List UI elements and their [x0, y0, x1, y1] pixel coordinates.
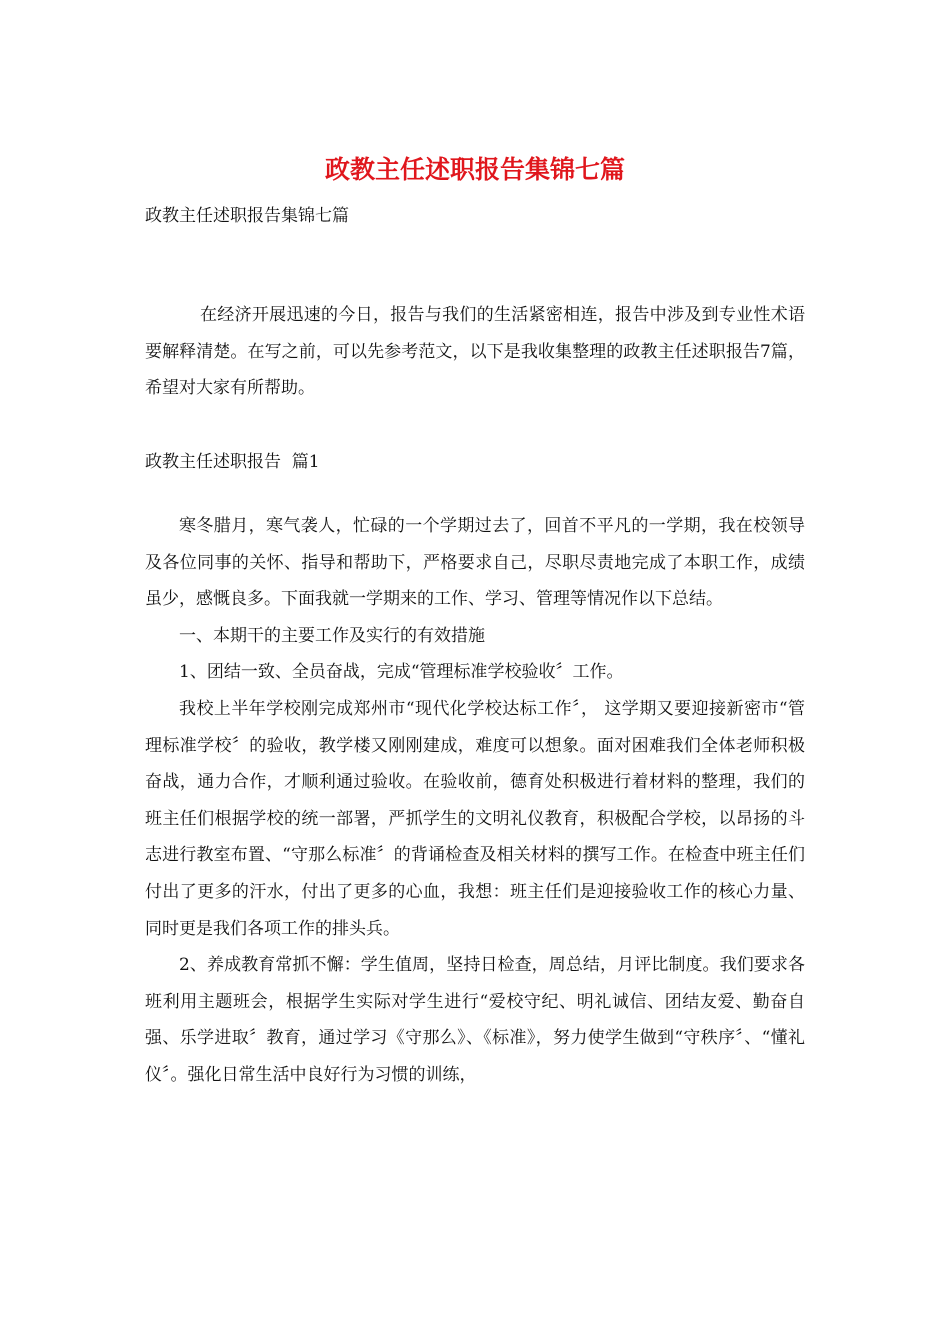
body-paragraph: 1、团结一致、全员奋战，完成“管理标准学校验收〞工作。: [179, 662, 624, 683]
document-title: 政教主任述职报告集锦七篇: [324, 155, 625, 184]
body-paragraph: 2、养成教育常抓不懈：学生值周，坚持日检查，周总结，月评比制度。我们要求各班利用主题班会，根据学生实际对学生进行“爱校守纪、明礼诚信、团结友爱、勤奋自强、乐学进取〞教育，通过学习《守那么》、《标准》，努力使学生做到“守秩序〞、“懂礼仪〞。强化日常生活中良好行为习惯的训练，: [145, 955, 805, 1085]
section-content: [145, 508, 805, 1094]
body-paragraph: 我校上半年学校刚完成郑州市“现代化学校达标工作〞， 这学期又要迎接新密市“管理标准学校〞的验收，教学楼又刚刚建成，难度可以想象。面对困难我们全体老师积极奋战，通力合作，才顺利通过验收。在验收前，德育处积极进行着材料的整理，我们的班主任们根据学校的统一部署，严抓学生的文明礼仪教育，积极配合学校，以昂扬的斗志进行教室布置、“守那么标准〞的背诵检查及相关材料的撰写工作。在检查中班主任们付出了更多的汗水，付出了更多的心血，我想：班主任们是迎接验收工作的核心力量、同时更是我们各项工作的排头兵。: [145, 698, 805, 939]
section-heading: 政教主任述职报告 篇1: [145, 452, 320, 472]
body-paragraph: 寒冬腊月，寒气袭人，忙碌的一个学期过去了，回首不平凡的一学期，我在校领导及各位同事的关怀、指导和帮助下，严格要求自己，尽职尽责地完成了本职工作，成绩虽少，感慨良多。下面我就一学期来的工作、学习、管理等情况作以下总结。: [145, 516, 805, 610]
body-paragraph: 一、本期干的主要工作及实行的有效措施: [179, 625, 485, 646]
intro-paragraph: 在经济开展迅速的今日，报告与我们的生活紧密相连，报告中涉及到专业性术语要解释清楚。在写之前，可以先参考范文，以下是我收集整理的政教主任述职报告7篇，希望对大家有所帮助。: [145, 305, 805, 399]
document-subtitle: 政教主任述职报告集锦七篇: [145, 206, 349, 226]
